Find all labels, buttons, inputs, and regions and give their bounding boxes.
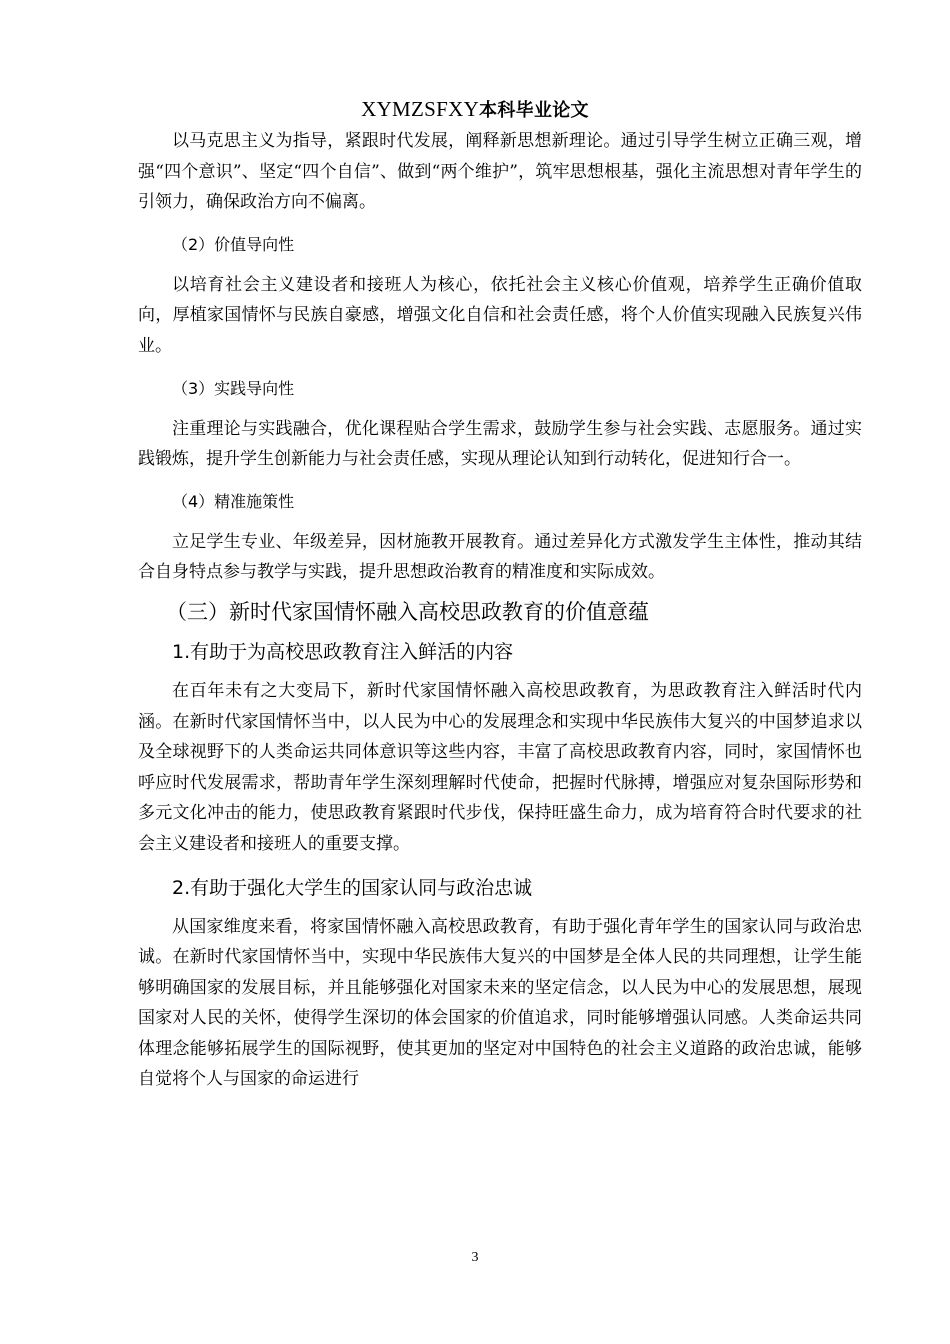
subsection-body-national-identity: 从国家维度来看，将家国情怀融入高校思政教育，有助于强化青年学生的国家认同与政治忠诚。在新时代家国情怀当中，实现中华民族伟大复兴的中国梦是全体人民的共同理想，让学生能够明确国家的发展目标，并且能够强化对国家未来的坚定信念，以人民为中心的发展思想，展现国家对人民的关怀，使得学生深切的体会国家的价值追求，同时能够增强认同感。人类命运共同体理念能够拓展学生的国际视野，使其更加的坚定对中国特色的社会主义道路的政治忠诚，能够自觉将个人与国家的命运进行: [138, 916, 862, 1090]
intro-paragraph: 以马克思主义为指导，紧跟时代发展，阐释新思想新理论。通过引导学生树立正确三观，增强“四个意识”、坚定“四个自信”、做到“两个维护”，筑牢思想根基，强化主流思想对青年学生的引领力，确保政治方向不偏离。: [138, 131, 862, 213]
header-title-cn: 本科毕业论文: [479, 100, 589, 121]
section-heading-precise-policy: （4）精准施策性: [172, 491, 295, 511]
section-body-practice-orientation: 注重理论与实践融合，优化课程贴合学生需求，鼓励学生参与社会实践、志愿服务。通过实践锻炼，提升学生创新能力与社会责任感，实现从理论认知到行动转化，促进知行合一。: [138, 418, 862, 470]
page-number: 3: [471, 1250, 479, 1265]
section-heading-practice-orientation: （3）实践导向性: [172, 378, 295, 398]
subsection-heading-national-identity: 2.有助于强化大学生的国家认同与政治忠诚: [172, 876, 533, 899]
subsection-body-fresh-content: 在百年未有之大变局下，新时代家国情怀融入高校思政教育，为思政教育注入鲜活时代内涵。在新时代家国情怀当中，以人民为中心的发展理念和实现中华民族伟大复兴的中国梦追求以及全球视野下的人类命运共同体意识等这些内容，丰富了高校思政教育内容，同时，家国情怀也呼应时代发展需求，帮助青年学生深刻理解时代使命，把握时代脉搏，增强应对复杂国际形势和多元文化冲击的能力，使思政教育紧跟时代步伐，保持旺盛生命力，成为培育符合时代要求的社会主义建设者和接班人的重要支撑。: [138, 680, 862, 854]
section-body-precise-policy: 立足学生专业、年级差异，因材施教开展教育。通过差异化方式激发学生主体性，推动其结合自身特点参与教学与实践，提升思想政治教育的精准度和实际成效。: [138, 531, 862, 583]
subsection-heading-fresh-content: 1.有助于为高校思政教育注入鲜活的内容: [172, 640, 514, 663]
section-body-value-orientation: 以培育社会主义建设者和接班人为核心，依托社会主义核心价值观，培养学生正确价值取向，厚植家国情怀与民族自豪感，增强文化自信和社会责任感，将个人价值实现融入民族复兴伟业。: [138, 274, 862, 356]
header-title-latin: XYMZSFXY: [361, 97, 480, 121]
document-body: [138, 126, 862, 1095]
section-heading-value-orientation: （2）价值导向性: [172, 234, 295, 254]
chapter-heading: （三）新时代家国情怀融入高校思政教育的价值意蕴: [166, 599, 649, 624]
document-header: [0, 96, 950, 122]
